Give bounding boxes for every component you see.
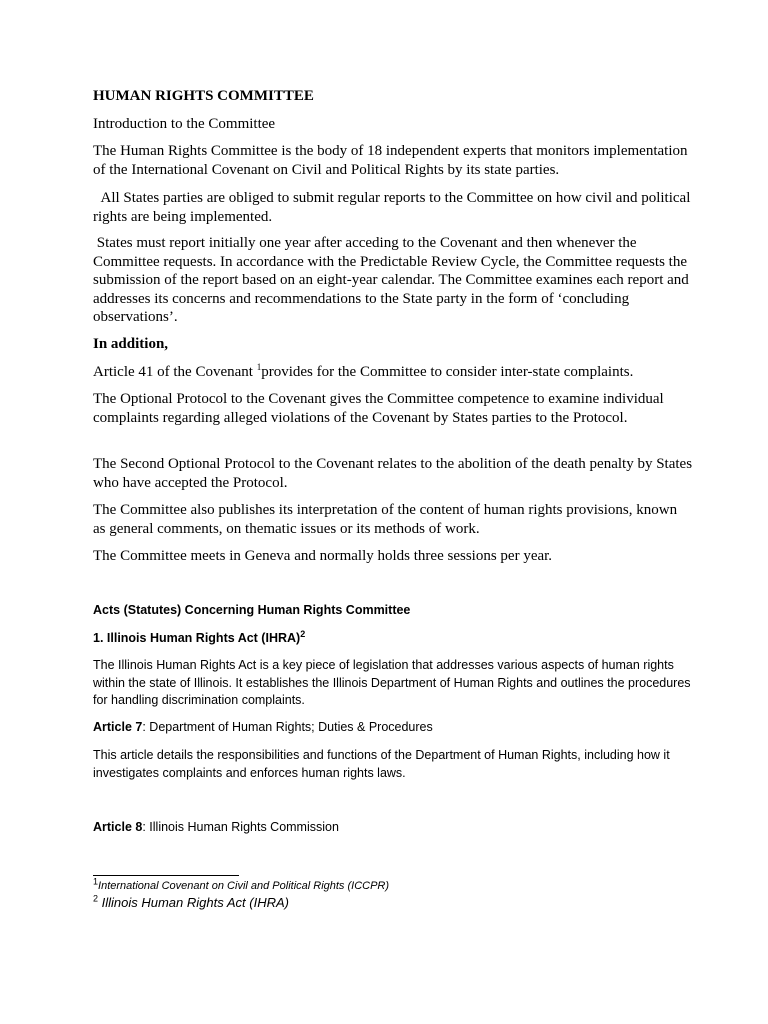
article-8-title: : Illinois Human Rights Commission [142, 820, 339, 834]
footnote-1-mark: 1 [93, 876, 99, 887]
article-7-description: This article details the responsibilities and functions of the Department of Human Rights, including how it investigates complaints and enforces human rights laws. [93, 748, 670, 780]
footnote-ref-2[interactable]: 2 [300, 628, 306, 639]
intro-heading: Introduction to the Committee [93, 116, 276, 132]
ihra-heading [93, 630, 693, 648]
footnote-1-text: International Covenant on Civil and Political Rights (ICCPR) [98, 880, 390, 892]
paragraph-article-41 [93, 363, 693, 382]
document-title: HUMAN RIGHTS COMMITTEE [93, 88, 314, 104]
paragraph-optional-protocol: The Optional Protocol to the Covenant gives the Committee competence to examine individual complaints regarding alleged violations of the Covenant by States parties to the Protocol. [93, 391, 664, 426]
article-8-heading [93, 819, 693, 837]
article-41-text-start: Article 41 of the Covenant [93, 364, 257, 380]
footnote-1 [93, 876, 390, 893]
footnote-ref-1[interactable]: 1 [256, 362, 262, 372]
paragraph-geneva-sessions: The Committee meets in Geneva and normally holds three sessions per year. [93, 548, 553, 564]
article-7-heading [93, 719, 693, 737]
paragraph-committee-body: The Human Rights Committee is the body of 18 independent experts that monitors implementation of the International Covenant on Civil and Political Rights by its state parties. [93, 143, 688, 178]
paragraph-reports: All States parties are obliged to submit regular reports to the Committee on how civil and political rights are being implemented. [93, 190, 695, 225]
footnote-2-mark: 2 [93, 893, 99, 904]
paragraph-general-comments: The Committee also publishes its interpretation of the content of human rights provisions, known as general comments, on thematic issues or its methods of work. [93, 502, 678, 537]
footnote-2-text: Illinois Human Rights Act (IHRA) [98, 895, 289, 910]
article-7-title: : Department of Human Rights; Duties & Procedures [142, 720, 433, 734]
article-8-label: Article 8 [93, 820, 143, 834]
ihra-description: The Illinois Human Rights Act is a key piece of legislation that addresses various aspects of human rights within the state of Illinois. It establishes the Illinois Department of Human Rights and outlines the procedures for handling discrimination complaints. [93, 658, 691, 707]
in-addition-heading: In addition, [93, 336, 169, 352]
paragraph-reporting-cycle: States must report initially one year after acceding to the Covenant and then whenever the Committee requests. In accordance with the Predictable Review Cycle, the Committee requests the submission of the report based on an eight-year calendar. The Committee examines each report and addresses its concerns and recommendations to the State party in the form of ‘concluding observations’. [93, 235, 693, 325]
footnote-2 [93, 895, 289, 911]
paragraph-second-optional-protocol: The Second Optional Protocol to the Covenant relates to the abolition of the death penalty by States who have accepted the Protocol. [93, 456, 693, 491]
acts-heading: Acts (Statutes) Concerning Human Rights Committee [93, 603, 411, 617]
article-41-text-end: provides for the Committee to consider inter-state complaints. [261, 364, 634, 380]
ihra-heading-text: 1. Illinois Human Rights Act (IHRA) [93, 631, 301, 645]
footnote-separator [93, 875, 239, 876]
article-7-label: Article 7 [93, 720, 143, 734]
